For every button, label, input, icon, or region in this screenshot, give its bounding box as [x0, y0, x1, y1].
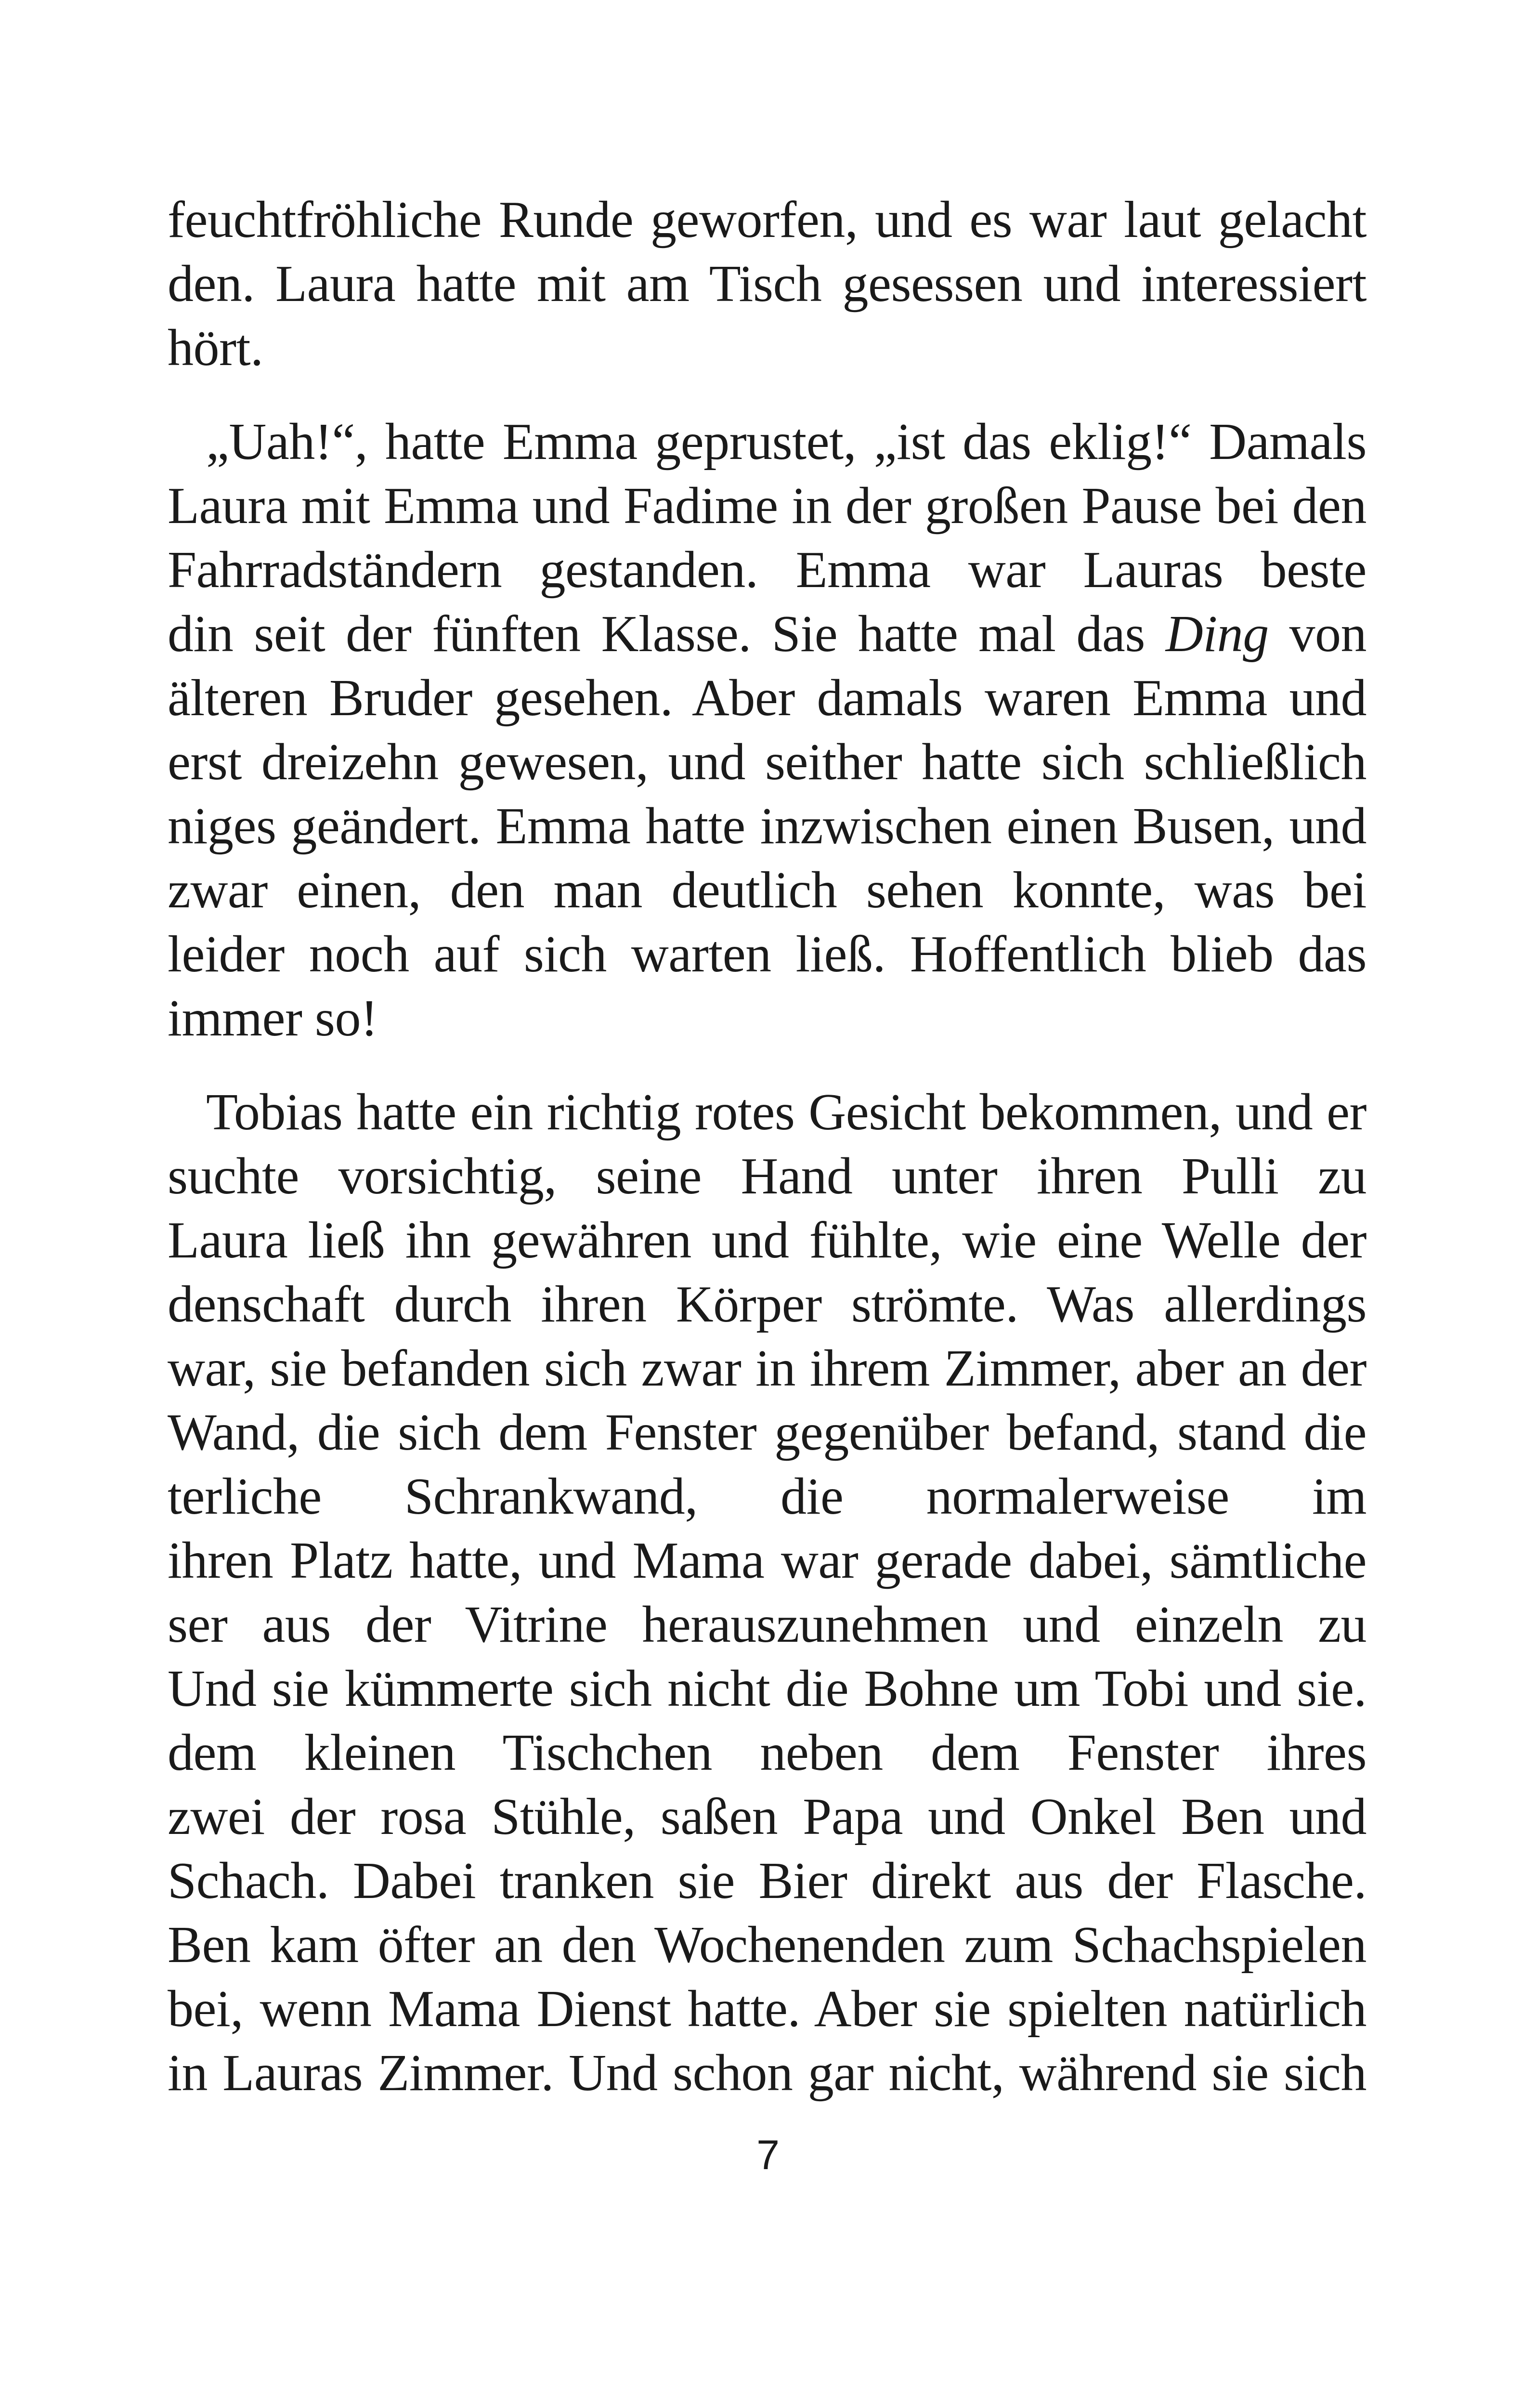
text-segment: din seit der fünften Klasse. Sie hatte mal das [168, 605, 1166, 663]
paragraph [168, 410, 1367, 1050]
text-line: bei, wenn Mama Dienst hatte. Aber sie spielten natürlich [168, 1980, 1367, 2038]
text-line: Ben kam öfter an den Wochenenden zum Schachspielen [168, 1916, 1367, 1974]
text-line: Laura mit Emma und Fadime in der großen Pause bei den [168, 477, 1367, 535]
text-line: denschaft durch ihren Körper strömte. Was allerdings [168, 1276, 1367, 1333]
text-line: suchte vorsichtig, seine Hand unter ihren Pulli zu [168, 1148, 1367, 1205]
text-line: „Uah!“, hatte Emma geprustet, „ist das eklig!“ Damals [206, 413, 1367, 471]
text-line: ihren Platz hatte, und Mama war gerade dabei, sämtliche [168, 1532, 1367, 1589]
text-line: Schach. Dabei tranken sie Bier direkt aus der Flasche. [168, 1852, 1367, 1910]
text-line: war, sie befanden sich zwar in ihrem Zimmer, aber an der [168, 1340, 1367, 1397]
text-line: zwei der rosa Stühle, saßen Papa und Onkel Ben und [168, 1788, 1367, 1845]
body-text [168, 188, 1367, 2105]
text-line: zwar einen, den man deutlich sehen konnte, was bei [168, 862, 1367, 919]
paragraph-gap [168, 380, 1367, 410]
text-line: terliche Schrankwand, die normalerweise im [168, 1468, 1367, 1525]
text-line: leider noch auf sich warten ließ. Hoffentlich blieb das [168, 926, 1367, 983]
text-line: Laura ließ ihn gewähren und fühlte, wie eine Welle der [168, 1212, 1367, 1269]
paragraph [168, 1080, 1367, 2105]
text-line: den. Laura hatte mit am Tisch gesessen und interessiert [168, 255, 1367, 313]
text-line: Wand, die sich dem Fenster gegenüber befand, stand die [168, 1404, 1367, 1461]
paragraph-gap [168, 1050, 1367, 1080]
text-line: erst dreizehn gewesen, und seither hatte sich schließlich [168, 733, 1367, 791]
text-line: dem kleinen Tischchen neben dem Fenster ihres [168, 1724, 1367, 1781]
text-line: Und sie kümmerte sich nicht die Bohne um Tobi und sie. [168, 1660, 1367, 1717]
text-line: ser aus der Vitrine herauszunehmen und einzeln zu [168, 1596, 1367, 1653]
emphasized-word: Ding [1165, 605, 1269, 663]
text-line: immer so! [168, 990, 378, 1047]
text-segment: von [1289, 605, 1367, 663]
text-line: niges geändert. Emma hatte inzwischen einen Busen, und [168, 798, 1367, 855]
text-line: hört. [168, 319, 263, 377]
text-line: Fahrradständern gestanden. Emma war Lauras beste [168, 541, 1367, 599]
paragraph [168, 188, 1367, 380]
text-line: in Lauras Zimmer. Und schon gar nicht, während sie sich [168, 2044, 1367, 2102]
page-number: 7 [756, 2132, 780, 2178]
text-line: älteren Bruder gesehen. Aber damals waren Emma und [168, 669, 1367, 727]
text-line: Tobias hatte ein richtig rotes Gesicht bekommen, und er [206, 1084, 1367, 1141]
text-line: feuchtfröhliche Runde geworfen, und es war laut gelacht [168, 191, 1367, 249]
text-line [168, 602, 1367, 666]
